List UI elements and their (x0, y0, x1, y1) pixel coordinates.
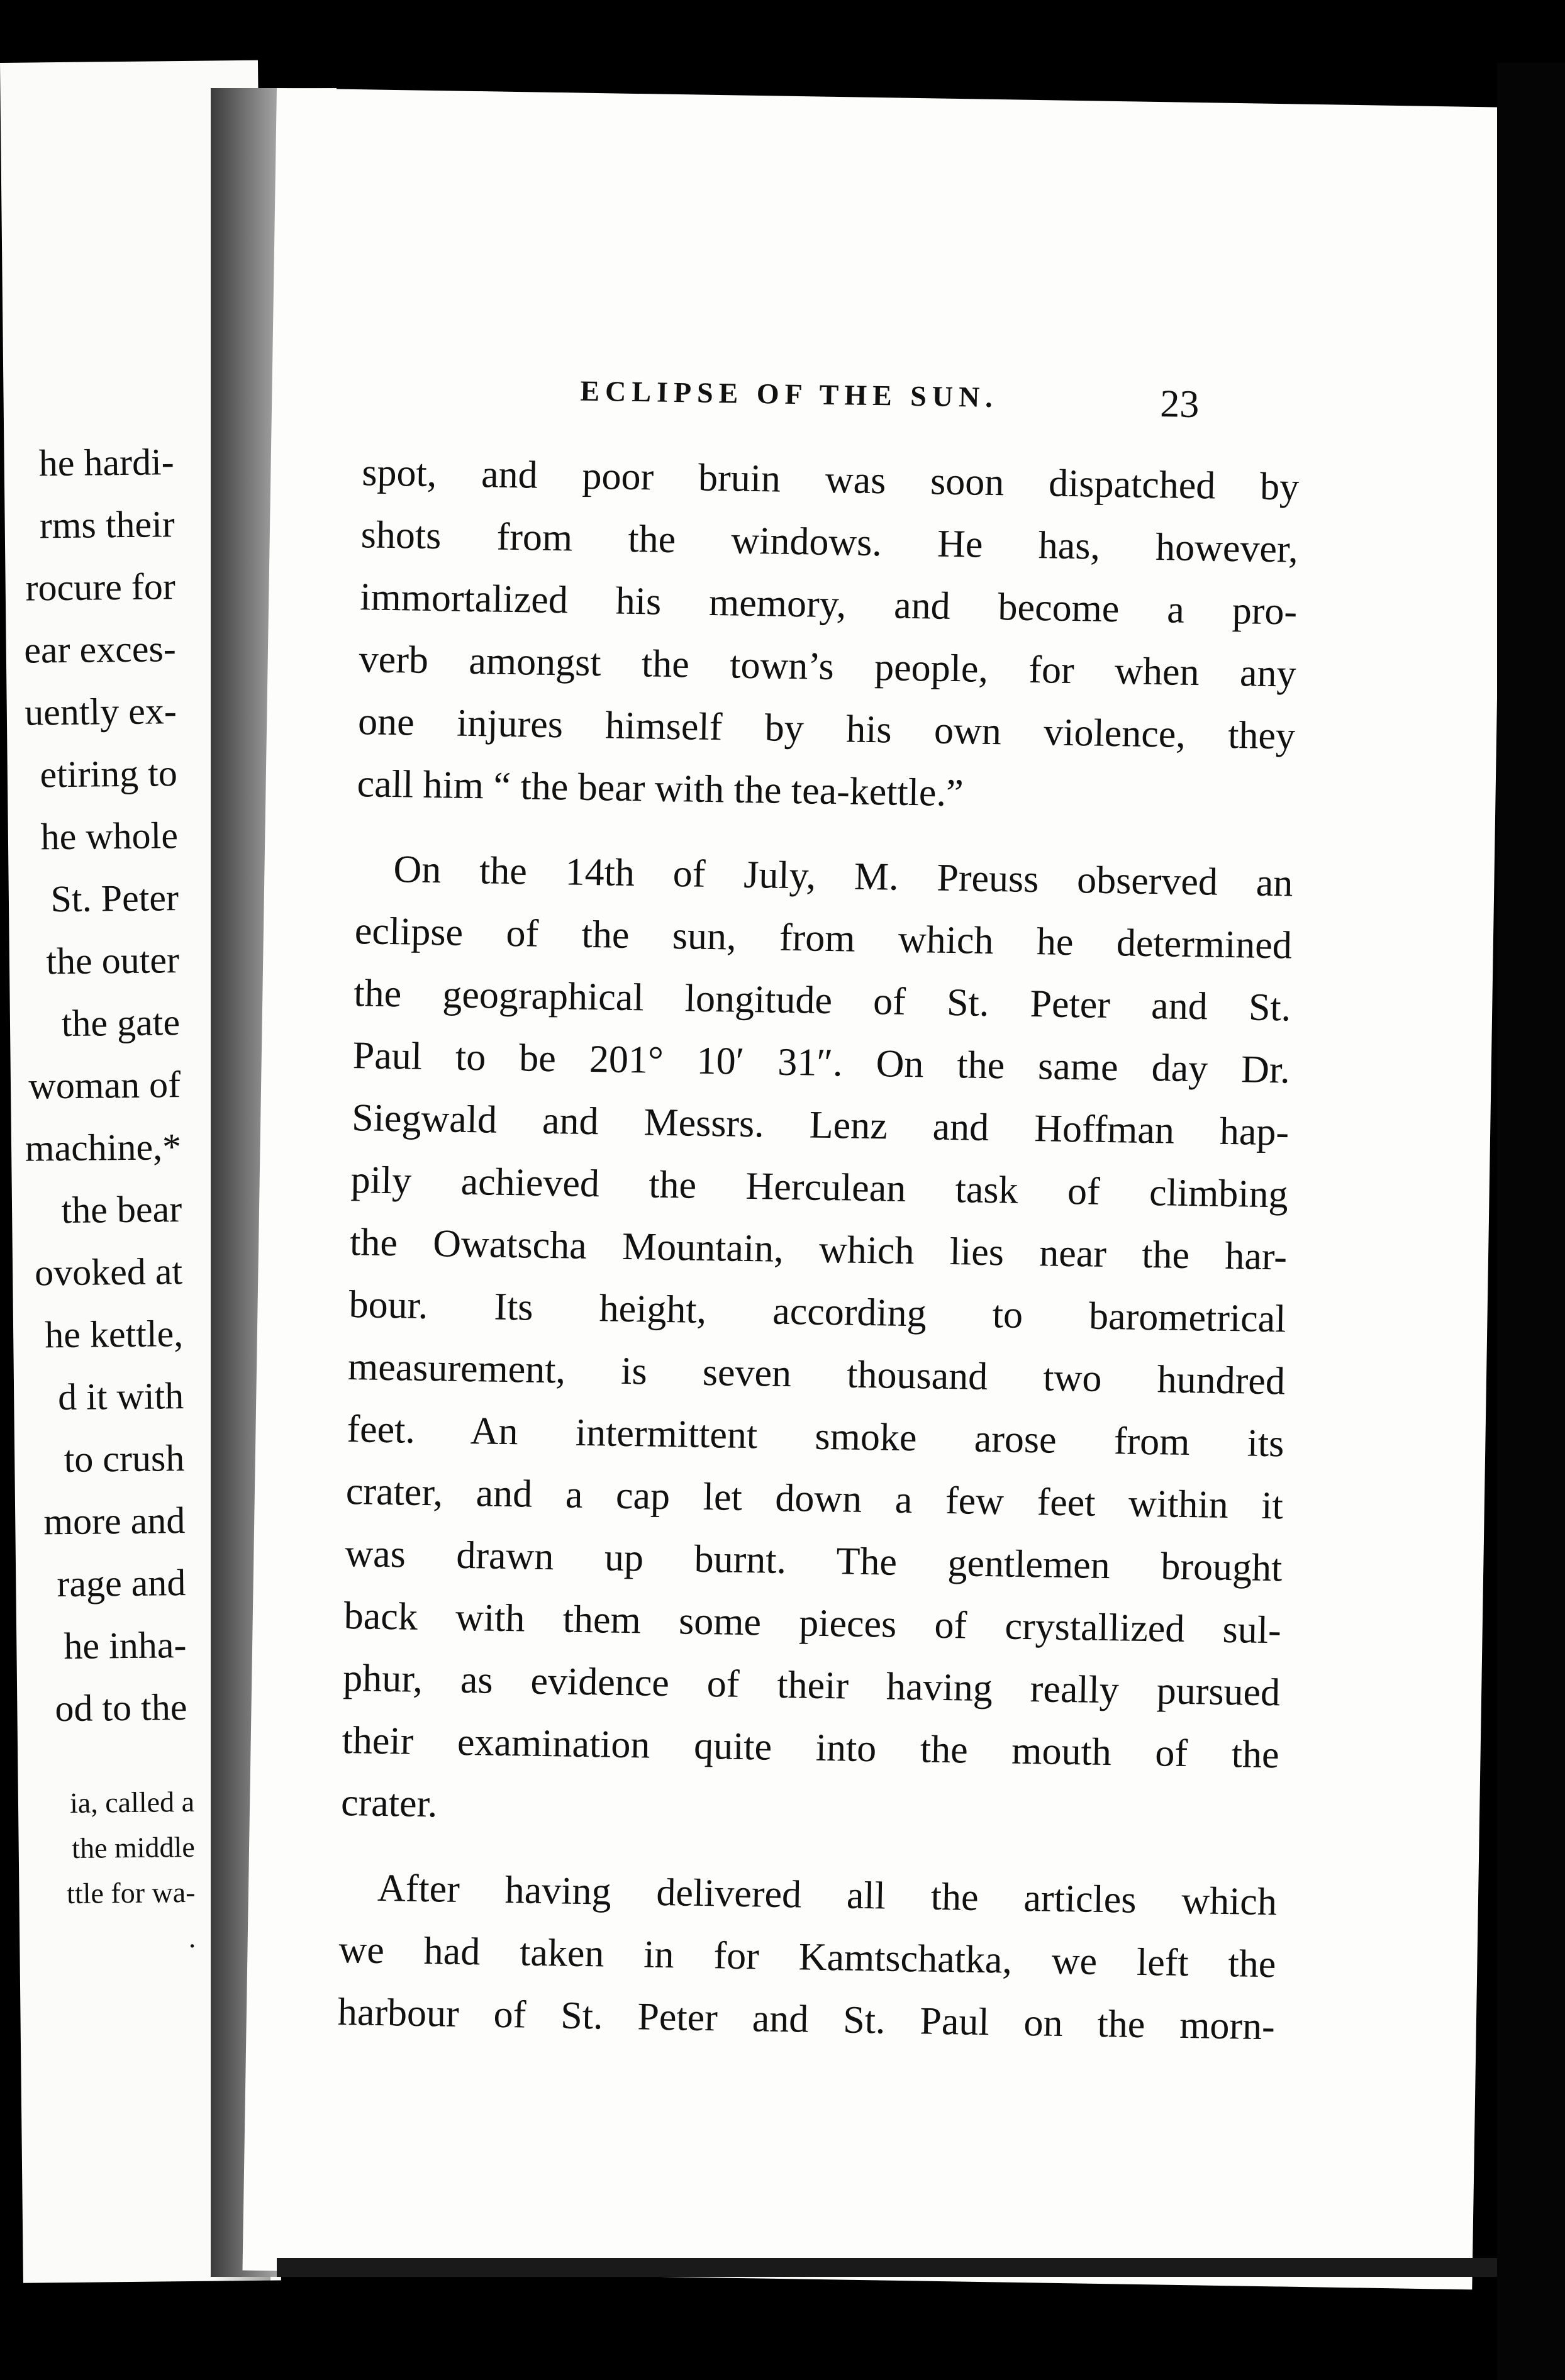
left-line: to crush (64, 1437, 185, 1481)
text-line: crater, and a cap let down a few feet within it (345, 1470, 1284, 1528)
left-line: d it with (57, 1375, 184, 1418)
left-line: he hardi- (38, 441, 175, 484)
left-line: he inha- (64, 1624, 187, 1667)
text-line: After having delivered all the articles which (377, 1866, 1278, 1924)
left-line: woman of (28, 1064, 181, 1107)
left-line: the bear (61, 1188, 182, 1232)
text-line: their examination quite into the mouth of the (342, 1718, 1280, 1777)
paragraph (340, 838, 1293, 1849)
text-line: crater. (340, 1781, 438, 1826)
page-bottom-shadow (277, 2258, 1522, 2277)
left-line: St. Peter (50, 877, 179, 920)
left-line: uently ex- (24, 690, 177, 733)
text-line: measurement, is seven thousand two hundred (347, 1345, 1286, 1403)
text-line: pily achieved the Herculean task of climbing (350, 1159, 1289, 1216)
text-line: bour. Its height, according to barometrical (348, 1283, 1286, 1341)
left-footnote-line: the middle (71, 1830, 195, 1864)
scan-border (1497, 63, 1565, 2380)
text-line: On the 14th of July, M. Preuss observed an (393, 848, 1293, 905)
text-line: call him “ the bear with the tea-kettle.” (357, 762, 964, 815)
left-line: od to the (55, 1686, 187, 1730)
left-line: ear exces- (23, 628, 177, 671)
text-line: eclipse of the sun, from which he determined (354, 909, 1293, 967)
left-line: rocure for (25, 565, 176, 609)
body-text (337, 442, 1300, 2058)
left-footnote-line: ia, called a (69, 1785, 195, 1819)
left-line: the gate (61, 1001, 181, 1045)
text-line: the Owatscha Mountain, which lies near the har- (349, 1221, 1288, 1279)
text-line: we had taken in for Kamtschatka, we left the (338, 1928, 1276, 1986)
text-line: spot, and poor bruin was soon dispatched by (361, 451, 1300, 509)
text-line: Paul to be 201° 10′ 31″. On the same day Dr. (352, 1034, 1291, 1092)
left-line: ovoked at (34, 1250, 183, 1294)
left-footnote-line: . (188, 1921, 196, 1954)
text-line: phur, as evidence of their having really pursued (342, 1656, 1281, 1715)
left-footnote-line: ttle for wa- (66, 1876, 196, 1910)
text-line: shots from the windows. He has, however, (360, 513, 1299, 571)
page-number: 23 (1159, 382, 1200, 426)
paragraph (337, 1857, 1277, 2058)
running-head: ECLIPSE OF THE SUN. (580, 374, 999, 414)
left-line: he whole (40, 815, 179, 858)
left-line: rage and (57, 1562, 186, 1605)
left-line: he kettle, (44, 1313, 184, 1356)
left-line: more and (43, 1499, 186, 1543)
right-page (242, 88, 1506, 2289)
text-line: Siegwald and Messrs. Lenz and Hoffman hap- (351, 1096, 1289, 1154)
text-line: the geographical longitude of St. Peter and St. (353, 972, 1291, 1030)
left-line: machine,* (25, 1126, 182, 1169)
text-line: verb amongst the town’s people, for when any (359, 638, 1297, 696)
text-line: one injures himself by his own violence, they (357, 700, 1296, 758)
text-line: was drawn up burnt. The gentlemen brought (344, 1532, 1283, 1590)
left-line: the outer (46, 939, 180, 982)
left-line: etiring to (40, 752, 178, 796)
text-line: feet. An intermittent smoke arose from its (346, 1408, 1284, 1465)
text-line: back with them some pieces of crystallized sul- (343, 1594, 1282, 1652)
left-line: rms their (39, 503, 175, 547)
text-line: immortalized his memory, and become a pro- (359, 576, 1298, 633)
text-line: harbour of St. Peter and St. Paul on the morn- (337, 1990, 1276, 2049)
paragraph (357, 442, 1300, 830)
